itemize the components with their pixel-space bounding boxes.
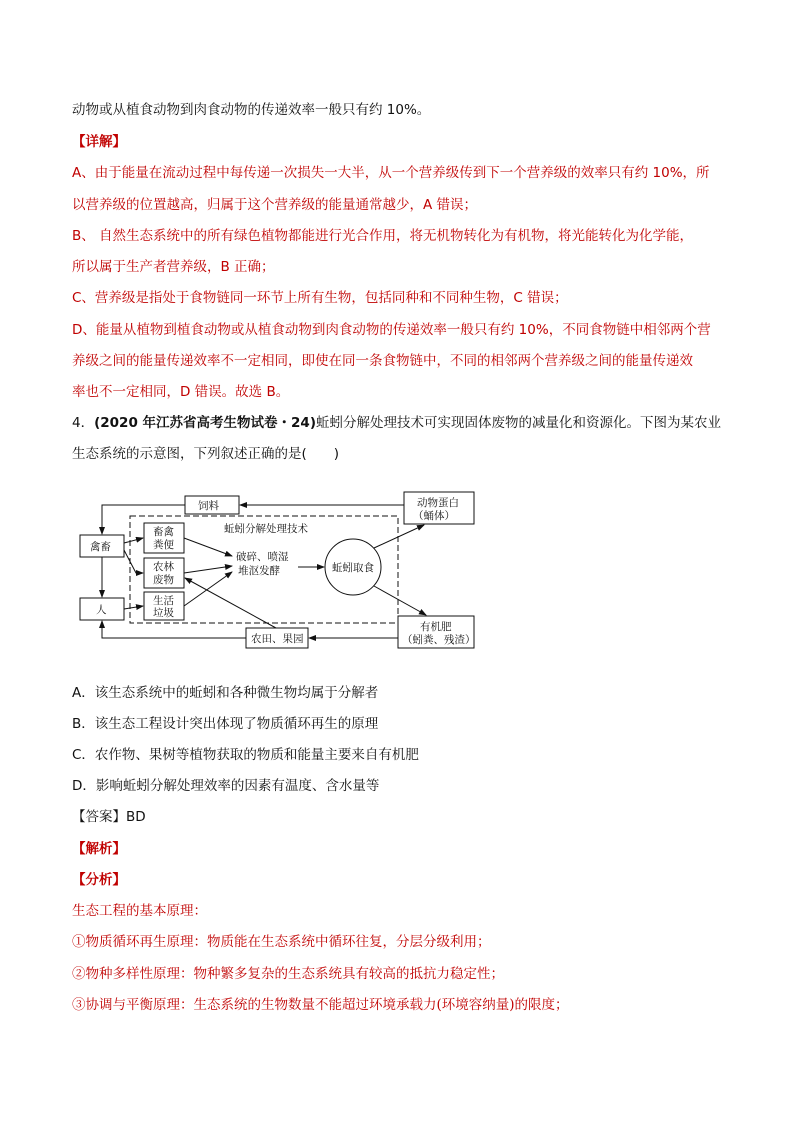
option-c: C．农作物、果树等植物获取的物质和能量主要来自有机肥 [72,747,419,763]
text-line: 所以属于生产者营养级，B 正确； [72,259,275,275]
text-line: 动物或从植食动物到肉食动物的传递效率一般只有约 10%。 [72,102,431,118]
arrow-human-to-garbage [124,606,143,609]
section-heading-detail: 【详解】 [72,134,126,150]
arrow-livestock-to-waste [124,550,143,573]
fertilizer-label: 有机肥 [420,621,452,633]
manure-label: 粪便 [153,539,174,551]
garbage-label: 生活 [153,595,174,607]
text-line: 以营养级的位置越高，归属于这个营养级的能量通常越少，A 错误； [72,197,478,213]
livestock-label: 禽畜 [90,541,111,553]
farm-label: 农田、果园 [251,633,304,645]
option-a: A．该生态系统中的蚯蚓和各种微生物均属于分解者 [72,685,379,701]
question-number: 4． [72,415,95,431]
arrow-farm-to-human [102,621,246,638]
principle-item: ③协调与平衡原理：生态系统的生物数量不能超过环境承载力(环境容纳量)的限度； [72,997,569,1013]
waste-label: 废物 [153,574,174,586]
option-b: B．该生态工程设计突出体现了物质循环再生的原理 [72,716,379,732]
arrow-garbage-to-process [184,572,232,606]
text-line: A、由于能量在流动过程中每传递一次损失一大半，从一个营养级传到下一个营养级的效率只有约 10%，所 [72,165,710,181]
arrow-worm-to-fertilizer [374,586,426,615]
process-label: 破碎、喷湿 [236,551,289,563]
tech-label: 蚯蚓分解处理技术 [224,523,308,535]
human-label: 人 [96,604,107,616]
waste-label: 农林 [153,561,174,573]
animal-protein-sub: （蛹体） [413,510,455,522]
answer-line: 【答案】BD [72,809,146,825]
arrow-worm-to-protein [374,525,424,548]
question-source: (2020 年江苏省高考生物试卷・24) [94,415,316,431]
animal-protein-label: 动物蛋白 [417,497,459,509]
option-d: D．影响蚯蚓分解处理效率的因素有温度、含水量等 [72,778,380,794]
text-line: 养级之间的能量传递效率不一定相同，即使在同一条食物链中，不同的相邻两个营养级之间的能量传递效 [72,353,693,369]
manure-label: 畜禽 [153,526,174,538]
principle-item: ②物种多样性原理：物种繁多复杂的生态系统具有较高的抵抗力稳定性； [72,966,504,982]
arrow-manure-to-process [184,538,232,556]
ecosystem-diagram [76,488,478,650]
principle-heading: 生态工程的基本原理： [72,903,207,919]
principle-item: ①物质循环再生原理：物质能在生态系统中循环往复，分层分级利用； [72,934,491,950]
text-line: C、营养级是指处于食物链同一环节上所有生物，包括同种和不同种生物，C 错误； [72,290,568,306]
arrow-waste-to-process [184,566,232,573]
text-line: B、 自然生态系统中的所有绿色植物都能进行光合作用，将无机物转化为有机物，将光能转化为化学能， [72,228,694,244]
question-text: 生态系统的示意图，下列叙述正确的是( ) [72,446,340,462]
question-stem [72,414,721,432]
arrow-livestock-to-manure [124,538,143,543]
feed-label: 饲料 [198,500,219,512]
text-line: 率也不一定相同，D 错误。故选 B。 [72,384,290,400]
fertilizer-sub: （蚓粪、残渣） [402,634,476,646]
worm-label: 蚯蚓取食 [332,562,374,574]
fenxi-heading: 【分析】 [72,872,126,888]
question-text: 蚯蚓分解处理技术可实现固体废物的减量化和资源化。下图为某农业 [316,415,721,431]
garbage-label: 垃圾 [153,607,174,619]
process-label: 堆沤发酵 [238,565,280,577]
analysis-heading: 【解析】 [72,841,126,857]
arrow-farm-to-waste [185,578,276,628]
text-line: D、能量从植物到植食动物或从植食动物到肉食动物的传递效率一般只有约 10%，不同食物链中相邻两个营 [72,322,711,338]
